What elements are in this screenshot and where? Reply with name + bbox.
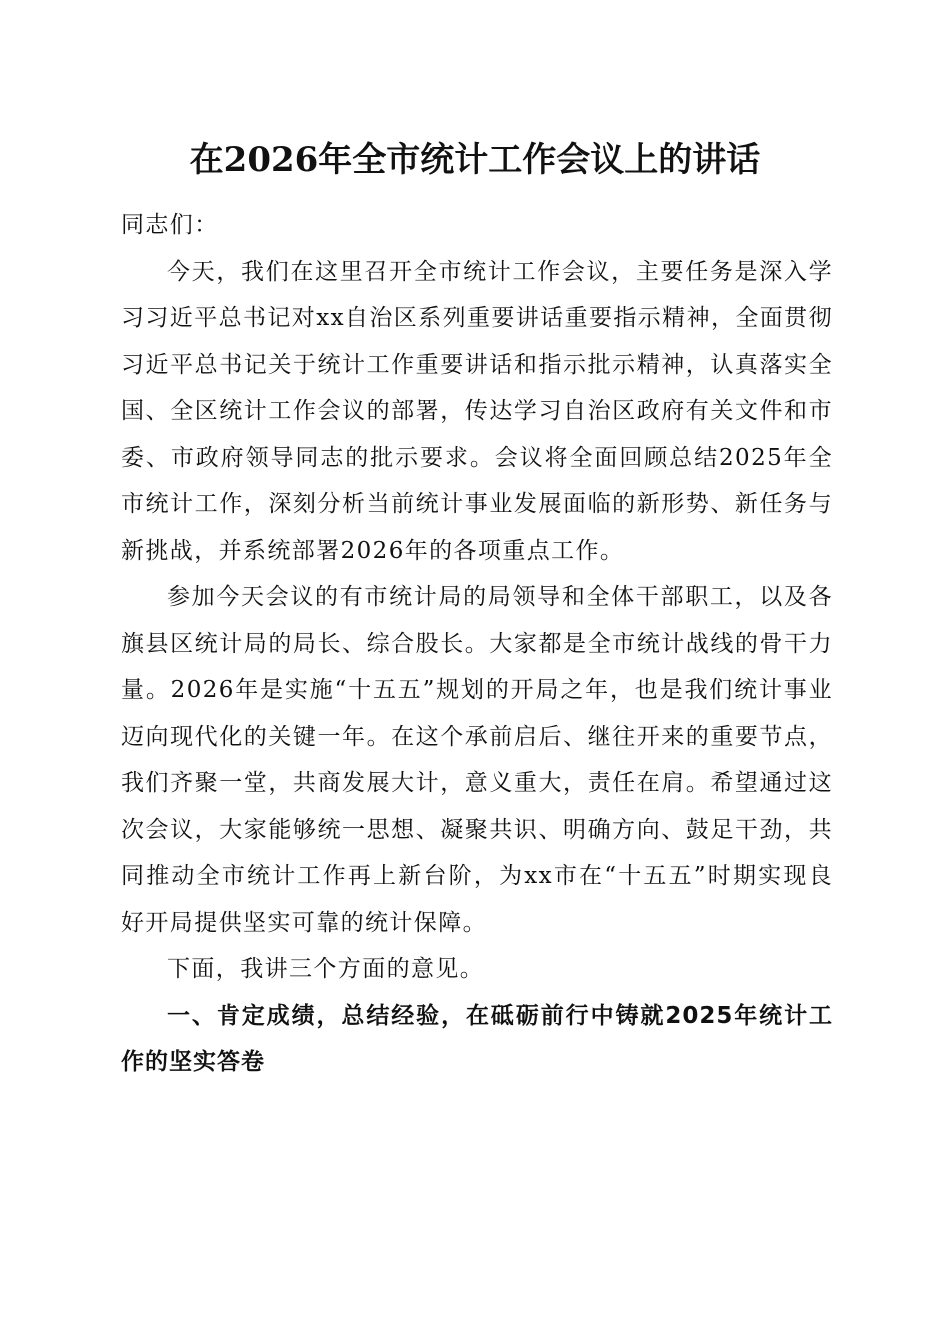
greeting: 同志们： [121,212,219,238]
paragraph-attendees: 参加今天会议的有市统计局的局领导和全体干部职工，以及各旗县区统计局的局长、综合股长。大家都是全市统计战线的骨干力量。2026年是实施“十五五”规划的开局之年，也是我们统计事业迈向现代化的关键一年。在这个承前启后、继往开来的重要节点，我们齐聚一堂，共商发展大计，意义重大，责任在肩。希望通过这次会议，大家能够统一思想、凝聚共识、明确方向、鼓足干劲，共同推动全市统计工作再上新台阶，为xx市在“十五五”时期实现良好开局提供坚实可靠的统计保障。 [121,584,833,936]
document-title: 在2026年全市统计工作会议上的讲话 [189,140,761,180]
document-body [121,202,833,1086]
paragraph-outline: 下面，我讲三个方面的意见。 [167,956,485,982]
section-heading: 一、肯定成绩，总结经验，在砥砺前行中铸就2025年统计工作的坚实答卷 [121,1002,833,1075]
paragraph-opening: 今天，我们在这里召开全市统计工作会议，主要任务是深入学习习近平总书记对xx自治区系列重要讲话重要指示精神，全面贯彻习近平总书记关于统计工作重要讲话和指示批示精神，认真落实全国、全区统计工作会议的部署，传达学习自治区政府有关文件和市委、市政府领导同志的批示要求。会议将全面回顾总结2025年全市统计工作，深刻分析当前统计事业发展面临的新形势、新任务与新挑战，并系统部署2026年的各项重点工作。 [121,258,833,564]
